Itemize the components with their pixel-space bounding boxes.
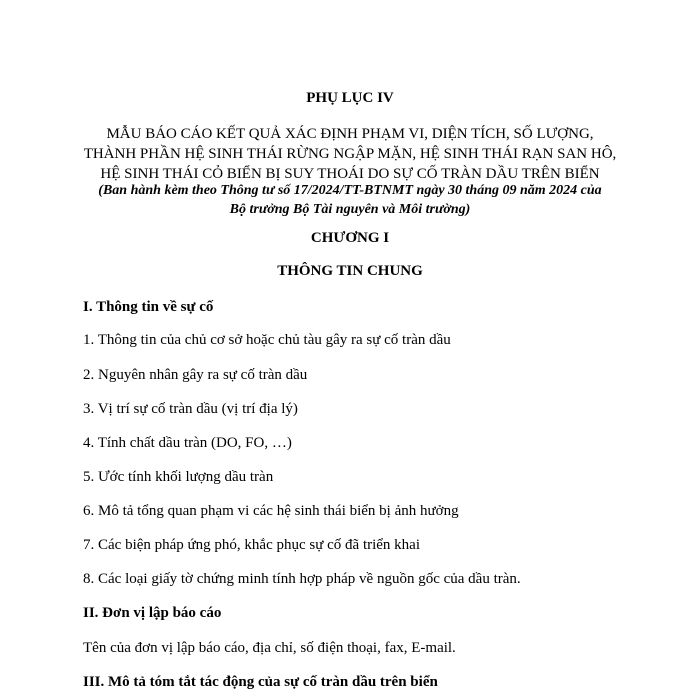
list-item: 7. Các biện pháp ứng phó, khắc phục sự cố đã triển khai [83, 537, 421, 553]
document-title [70, 124, 630, 184]
chapter-title: THÔNG TIN CHUNG [277, 263, 423, 279]
issuance-line: (Ban hành kèm theo Thông tư số 17/2024/TT-BTNMT ngày 30 tháng 09 năm 2024 của [98, 183, 602, 198]
list-item: 6. Mô tả tổng quan phạm vi các hệ sinh thái biển bị ảnh hưởng [83, 503, 459, 519]
list-item: 3. Vị trí sự cố tràn dầu (vị trí địa lý) [83, 401, 298, 417]
appendix-label: PHỤ LỤC IV [306, 90, 394, 106]
list-item: 2. Nguyên nhân gây ra sự cố tràn dầu [83, 367, 308, 383]
section-heading-3: III. Mô tả tóm tắt tác động của sự cố tràn dầu trên biển [83, 674, 438, 690]
list-item: 5. Ước tính khối lượng dầu tràn [83, 469, 274, 485]
issuance-note [70, 181, 630, 219]
section-text: Tên của đơn vị lập báo cáo, địa chỉ, số điện thoại, fax, E-mail. [83, 640, 456, 656]
chapter-label: CHƯƠNG I [310, 230, 390, 246]
list-item: 4. Tính chất dầu tràn (DO, FO, …) [83, 435, 292, 451]
title-line: HỆ SINH THÁI CỎ BIỂN BỊ SUY THOÁI DO SỰ CỐ TRÀN DẦU TRÊN BIỂN [100, 166, 600, 182]
title-line: MẪU BÁO CÁO KẾT QUẢ XÁC ĐỊNH PHẠM VI, DIỆN TÍCH, SỐ LƯỢNG, [106, 126, 594, 142]
title-line: THÀNH PHẦN HỆ SINH THÁI RỪNG NGẬP MẶN, HỆ SINH THÁI RẠN SAN HÔ, [83, 146, 617, 162]
issuance-line: Bộ trưởng Bộ Tài nguyên và Môi trường) [229, 202, 471, 217]
section-heading-1: I. Thông tin về sự cố [83, 299, 214, 315]
list-item: 8. Các loại giấy tờ chứng minh tính hợp pháp về nguồn gốc của dầu tràn. [83, 571, 521, 587]
list-item: 1. Thông tin của chủ cơ sở hoặc chủ tàu gây ra sự cố tràn dầu [83, 332, 451, 348]
section-heading-2: II. Đơn vị lập báo cáo [83, 605, 222, 621]
